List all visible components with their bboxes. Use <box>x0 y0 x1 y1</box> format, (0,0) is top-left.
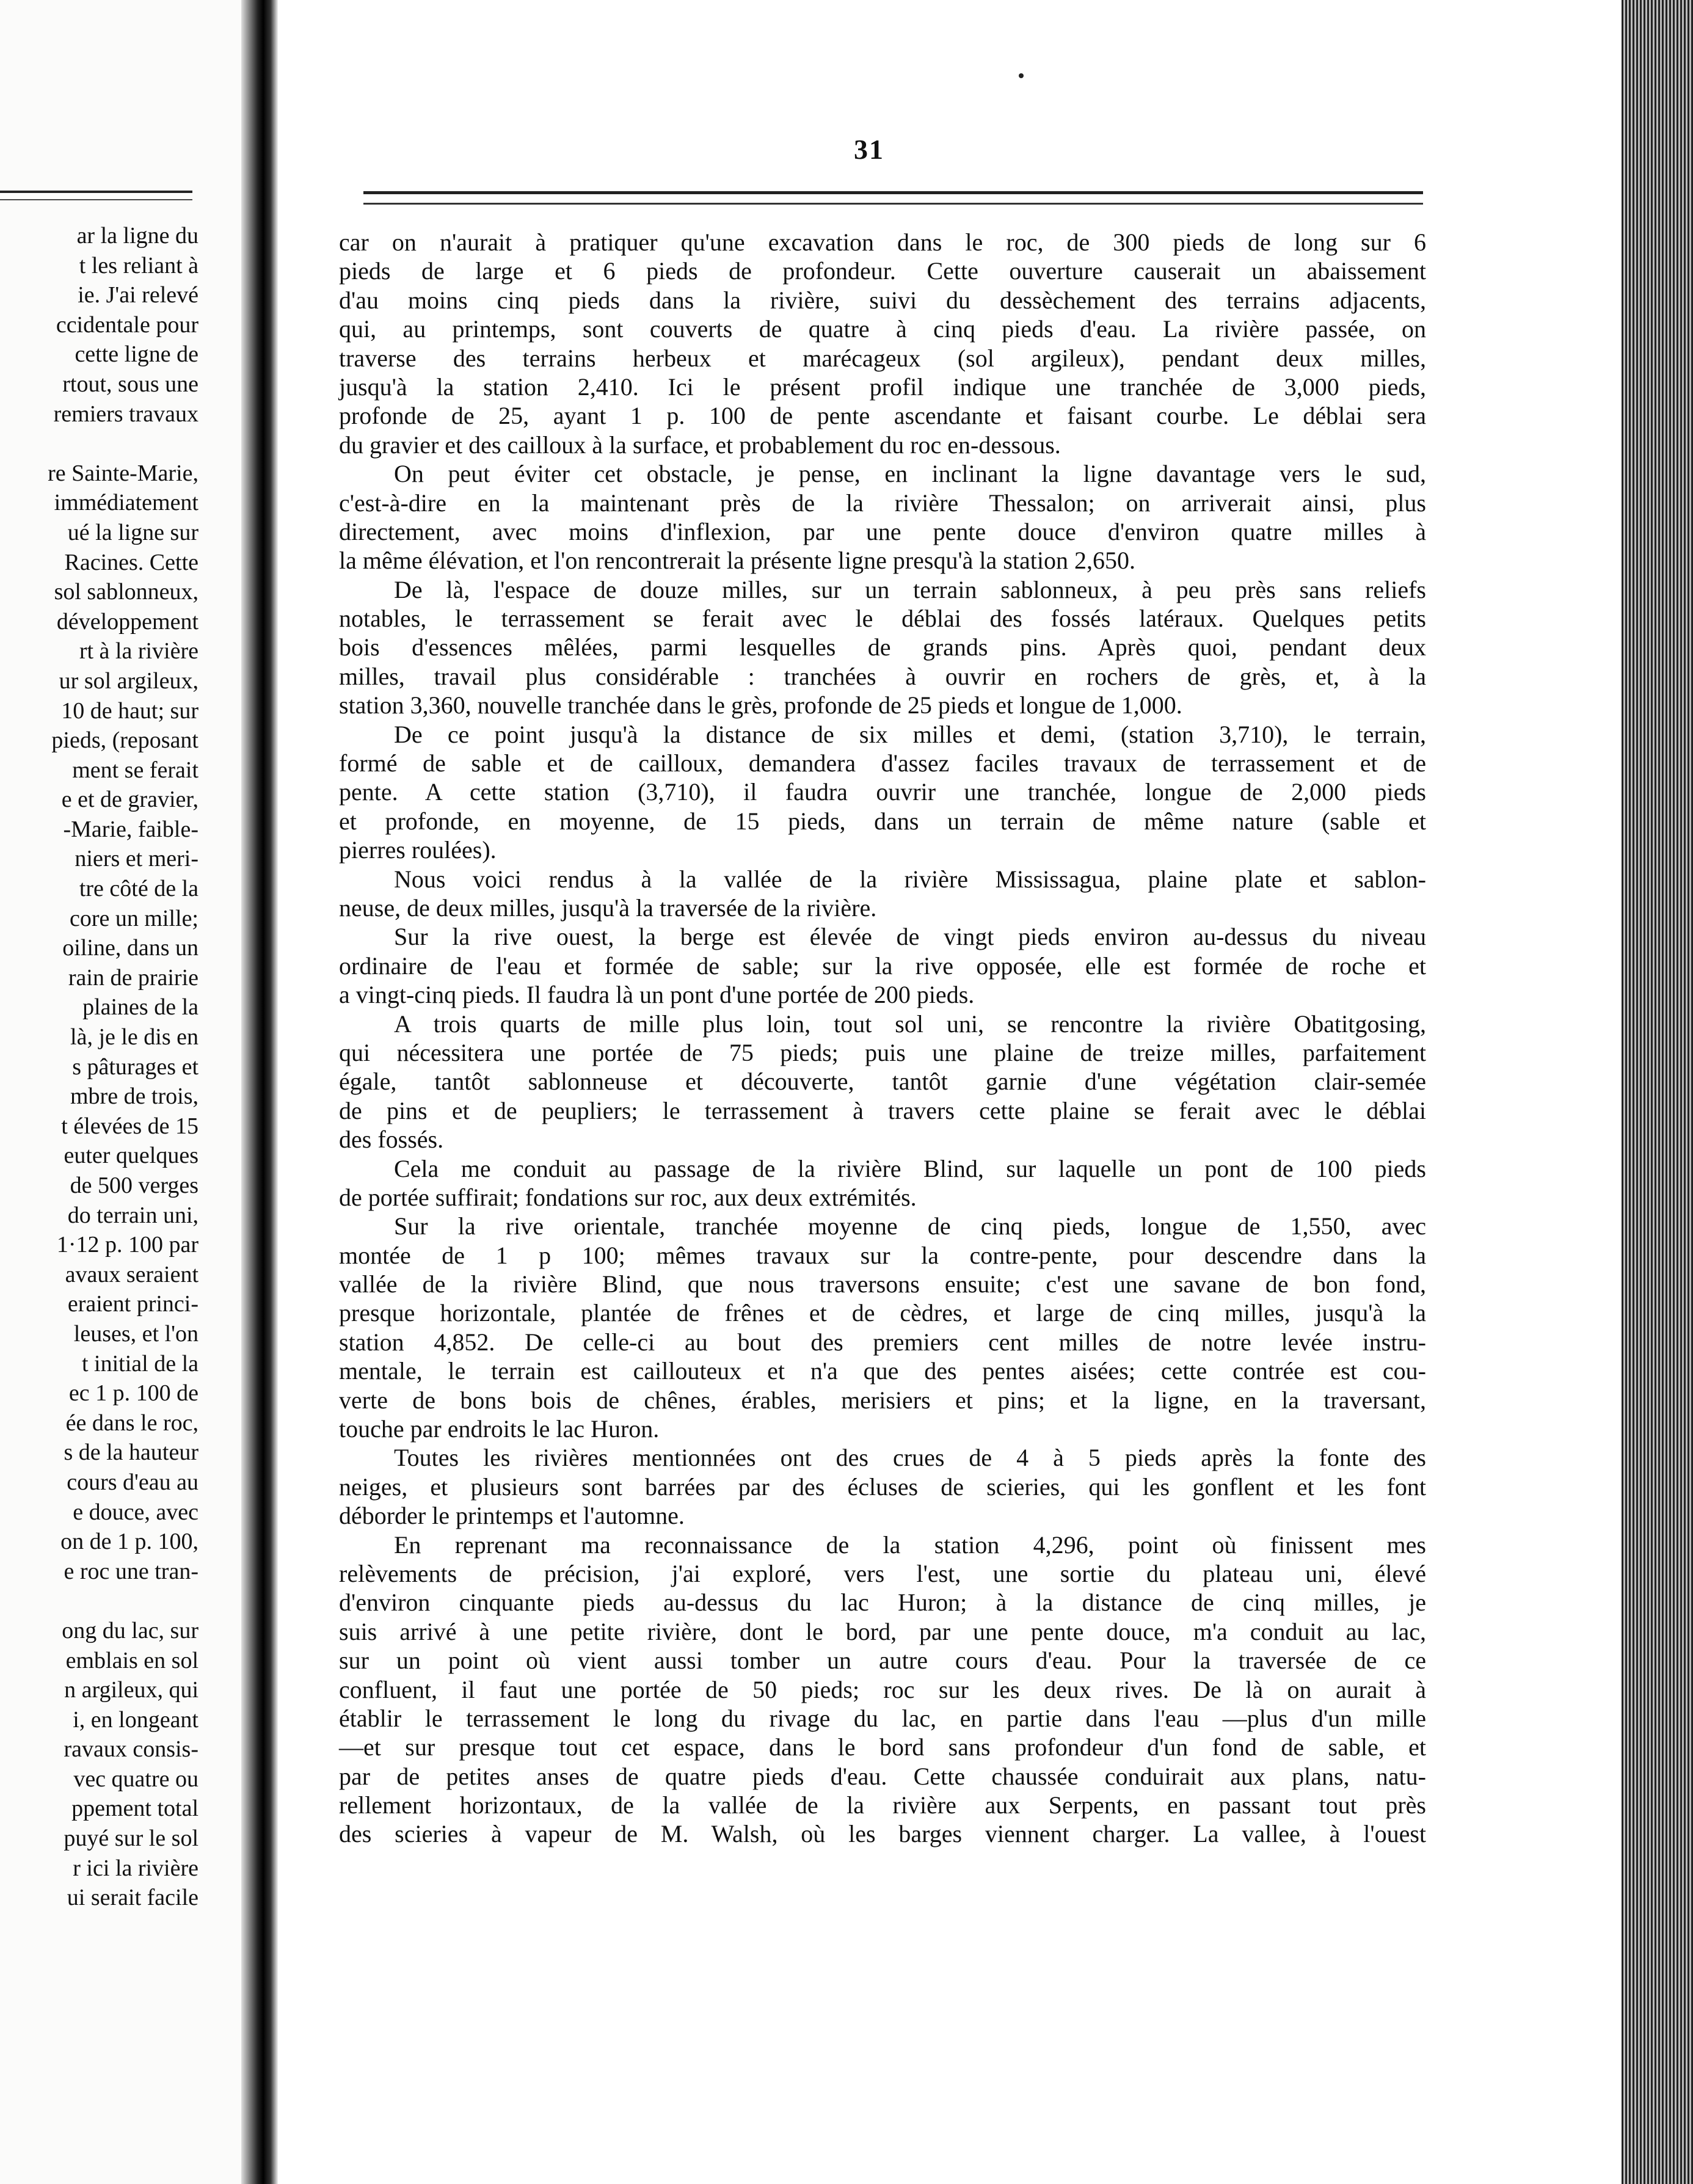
book-gutter <box>241 0 278 2184</box>
left-page-line <box>0 429 198 459</box>
left-page-line: là, je le dis en <box>70 1024 198 1050</box>
body-line: du gravier et des cailloux à la surface, et probablement du roc en-dessous. <box>339 431 1061 459</box>
body-line: car on n'aurait à pratiquer qu'une excavation dans le roc, de 300 pieds de long sur 6 <box>339 228 1426 256</box>
left-page-line: s pâturages et <box>72 1054 198 1080</box>
left-page-line: t initial de la <box>81 1350 198 1377</box>
body-line: pierres roulées). <box>339 836 497 864</box>
left-page-line: ué la ligne sur <box>67 519 198 545</box>
left-page-line: tre côté de la <box>79 876 198 902</box>
body-line: de portée suffirait; fondations sur roc, aux deux extrémités. <box>339 1183 917 1211</box>
body-line: confluent, il faut une portée de 50 pieds; roc sur les deux rives. De là on aurait à <box>339 1675 1426 1703</box>
left-page-line: ur sol argileux, <box>59 668 198 694</box>
left-page-line: t les reliant à <box>79 252 198 278</box>
left-page-text <box>0 221 198 1913</box>
body-line: montée de 1 p 100; mêmes travaux sur la contre-pente, pour descendre dans la <box>339 1241 1426 1269</box>
body-line: rellement horizontaux, de la vallée de la rivière aux Serpents, en passant tout près <box>339 1791 1426 1819</box>
body-line: c'est-à-dire en la maintenant près de la rivière Thessalon; on arriverait ainsi, plus <box>339 489 1426 517</box>
left-page-line: ui serait facile <box>67 1885 198 1911</box>
left-page-line: core un mille; <box>69 905 198 931</box>
body-line: des scieries à vapeur de M. Walsh, où les barges viennent charger. La vallee, à l'ouest <box>339 1820 1426 1848</box>
speck <box>1019 73 1024 78</box>
body-line: station 4,852. De celle-ci au bout des premiers cent milles de notre levée instru- <box>339 1328 1426 1356</box>
left-page-line: Racines. Cette <box>64 549 198 575</box>
body-line: On peut éviter cet obstacle, je pense, en inclinant la ligne davantage vers le sud, <box>394 460 1426 488</box>
body-line: milles, travail plus considérable : tranchées à ouvrir en rochers de grès, et, à la <box>339 662 1426 690</box>
left-page-line: ong du lac, sur <box>62 1617 198 1643</box>
body-line: neuse, de deux milles, jusqu'à la traversée de la rivière. <box>339 894 877 922</box>
body-line: De ce point jusqu'à la distance de six milles et demi, (station 3,710), le terrain, <box>394 720 1426 748</box>
left-page-line: ie. J'ai relevé <box>78 282 198 308</box>
body-line: touche par endroits le lac Huron. <box>339 1415 660 1443</box>
body-line: De là, l'espace de douze milles, sur un terrain sablonneux, à peu près sans reliefs <box>394 575 1426 603</box>
body-line: verte de bons bois de chênes, érables, merisiers et pins; et la ligne, en la traversant, <box>339 1386 1426 1414</box>
left-page-line: rain de prairie <box>68 964 198 991</box>
left-page-line: puyé sur le sol <box>64 1825 198 1852</box>
body-line: Sur la rive ouest, la berge est élevée de vingt pieds environ au-dessus du niveau <box>394 923 1426 951</box>
body-line: égale, tantôt sablonneuse et découverte, tantôt garnie d'une végétation clair-semée <box>339 1068 1426 1096</box>
left-page-line: développement <box>56 608 198 635</box>
left-page-line: ar la ligne du <box>76 223 198 249</box>
left-page-line: eraient princi- <box>67 1291 198 1317</box>
body-line: Nous voici rendus à la vallée de la rivière Mississagua, plaine plate et sablon- <box>394 865 1426 893</box>
body-line: notables, le terrassement se ferait avec le déblai des fossés latéraux. Quelques petits <box>339 605 1426 633</box>
left-page-line: ccidentale pour <box>56 311 198 338</box>
left-page-line: ec 1 p. 100 de <box>68 1380 198 1407</box>
left-page-line: oiline, dans un <box>62 935 198 961</box>
body-line: vallée de la rivière Blind, que nous traversons ensuite; c'est une savane de bon fond, <box>339 1270 1426 1298</box>
body-line: relèvements de précision, j'ai exploré, vers l'est, une sortie du plateau uni, élevé <box>339 1559 1426 1587</box>
left-page-line: ment se ferait <box>72 757 198 783</box>
left-page-line: rt à la rivière <box>79 638 198 664</box>
left-page-line: euter quelques <box>64 1143 198 1169</box>
page-edges <box>1622 0 1693 2184</box>
body-line: pente. A cette station (3,710), il faudra ouvrir une tranchée, longue de 2,000 pieds <box>339 778 1426 806</box>
body-line: neiges, et plusieurs sont barrées par des écluses de scieries, qui les gonflent et les font <box>339 1472 1426 1501</box>
body-text <box>339 228 1426 1849</box>
left-page-line: emblais en sol <box>65 1647 198 1673</box>
left-page-line: t élevées de 15 <box>61 1113 198 1139</box>
page-number: 31 <box>854 134 884 165</box>
left-page-line: do terrain uni, <box>67 1202 198 1228</box>
body-line: formé de sable et de cailloux, demandera d'assez faciles travaux de terrassement et de <box>339 749 1426 777</box>
left-page-line: ppement total <box>71 1796 198 1822</box>
body-line: des fossés. <box>339 1126 444 1154</box>
left-page-line: pieds, (reposant <box>51 727 198 754</box>
body-line: bois d'essences mêlées, parmi lesquelles de grands pins. Après quoi, pendant deux <box>339 633 1426 661</box>
left-page-line <box>0 1586 198 1616</box>
left-page-line: r ici la rivière <box>73 1855 198 1881</box>
body-line: qui, au printemps, sont couverts de quatre à cinq pieds d'eau. La rivière passée, on <box>339 315 1426 343</box>
body-line: jusqu'à la station 2,410. Ici le présent profil indique une tranchée de 3,000 pieds, <box>339 373 1426 401</box>
body-line: établir le terrassement le long du rivage du lac, en partie dans l'eau —plus d'un mille <box>339 1704 1426 1732</box>
left-page-line: ée dans le roc, <box>65 1410 198 1436</box>
body-line: pieds de large et 6 pieds de profondeur. Cette ouverture causerait un abaissement <box>339 257 1426 285</box>
body-line: presque horizontale, plantée de frênes et de cèdres, et large de cinq milles, jusqu'à la <box>339 1299 1426 1327</box>
body-line: Toutes les rivières mentionnées ont des crues de 4 à 5 pieds après la fonte des <box>394 1444 1426 1472</box>
left-page-line: 10 de haut; sur <box>61 697 198 724</box>
left-page-line: re Sainte-Marie, <box>48 460 198 486</box>
left-page-line: leuses, et l'on <box>73 1320 198 1347</box>
left-page-line: i, en longeant <box>73 1706 198 1733</box>
body-line: —et sur presque tout cet espace, dans le bord sans profondeur d'un fond de sable, et <box>339 1733 1426 1761</box>
body-line: A trois quarts de mille plus loin, tout sol uni, se rencontre la rivière Obatitgosing, <box>394 1010 1426 1038</box>
body-line: traverse des terrains herbeux et marécageux (sol argileux), pendant deux milles, <box>339 344 1426 372</box>
body-line: En reprenant ma reconnaissance de la station 4,296, point où finissent mes <box>394 1531 1426 1559</box>
body-line: a vingt-cinq pieds. Il faudra là un pont d'une portée de 200 pieds. <box>339 981 975 1009</box>
left-facing-page <box>0 0 257 2184</box>
body-line: Cela me conduit au passage de la rivière Blind, sur laquelle un pont de 100 pieds <box>394 1154 1426 1182</box>
header-rule <box>363 191 1423 205</box>
body-line: Sur la rive orientale, tranchée moyenne de cinq pieds, longue de 1,550, avec <box>394 1212 1426 1240</box>
left-page-rule <box>0 191 192 200</box>
left-page-line: mbre de trois, <box>70 1083 198 1110</box>
left-page-line: e roc une tran- <box>64 1558 198 1584</box>
body-line: profonde de 25, ayant 1 p. 100 de pente ascendante et faisant courbe. Le déblai sera <box>339 402 1426 430</box>
left-page-line: remiers travaux <box>53 401 198 427</box>
body-line: par de petites anses de quatre pieds d'eau. Cette chaussée conduirait aux plans, natu- <box>339 1762 1426 1790</box>
body-line: directement, avec moins d'inflexion, par une pente douce d'environ quatre milles à <box>339 517 1426 545</box>
left-page-line: rtout, sous une <box>62 371 198 397</box>
left-page-line: n argileux, qui <box>64 1677 198 1703</box>
left-page-line: ravaux consis- <box>64 1736 198 1763</box>
body-line: sur un point où vient aussi tomber un autre cours d'eau. Pour la traversée de ce <box>339 1647 1426 1675</box>
left-page-line: plaines de la <box>82 994 198 1021</box>
body-line: la même élévation, et l'on rencontrerait la présente ligne presqu'à la station 2,650. <box>339 547 1135 575</box>
body-line: déborder le printemps et l'automne. <box>339 1502 685 1530</box>
left-page-line: 1·12 p. 100 par <box>56 1232 198 1258</box>
left-page-line: sol sablonneux, <box>54 579 198 605</box>
left-page-line: cette ligne de <box>75 341 198 368</box>
left-page-line: niers et meri- <box>75 846 198 872</box>
body-line: suis arrivé à une petite rivière, dont le bord, par une pente douce, m'a conduit au lac, <box>339 1617 1426 1645</box>
body-line: mentale, le terrain est caillouteux et n'a que des pentes aisées; cette contrée est cou- <box>339 1357 1426 1385</box>
left-page-line: s de la hauteur <box>64 1440 198 1466</box>
left-page-line: immédiatement <box>54 490 198 516</box>
body-line: et profonde, en moyenne, de 15 pieds, dans un terrain de même nature (sable et <box>339 807 1426 835</box>
left-page-line: de 500 verges <box>70 1173 198 1198</box>
left-page-line: vec quatre ou <box>73 1766 198 1792</box>
body-line: d'au moins cinq pieds dans la rivière, suivi du dessèchement des terrains adjacents, <box>339 286 1426 314</box>
left-page-line: e douce, avec <box>73 1499 198 1525</box>
left-page-line: on de 1 p. 100, <box>60 1529 198 1555</box>
body-line: qui nécessitera une portée de 75 pieds; puis une plaine de treize milles, parfaitement <box>339 1038 1426 1066</box>
left-page-line: -Marie, faible- <box>63 816 198 842</box>
left-page-line: avaux seraient <box>65 1261 198 1287</box>
body-line: station 3,360, nouvelle tranchée dans le grès, profonde de 25 pieds et longue de 1,000. <box>339 691 1182 719</box>
body-line: de pins et de peupliers; le terrassement à travers cette plaine se ferait avec le déblai <box>339 1096 1426 1124</box>
left-page-line: cours d'eau au <box>67 1469 198 1495</box>
body-line: d'environ cinquante pieds au-dessus du lac Huron; à la distance de cinq milles, je <box>339 1589 1426 1617</box>
body-line: ordinaire de l'eau et formée de sable; sur la rive opposée, elle est formée de roche et <box>339 952 1426 980</box>
left-page-line: e et de gravier, <box>61 787 198 813</box>
